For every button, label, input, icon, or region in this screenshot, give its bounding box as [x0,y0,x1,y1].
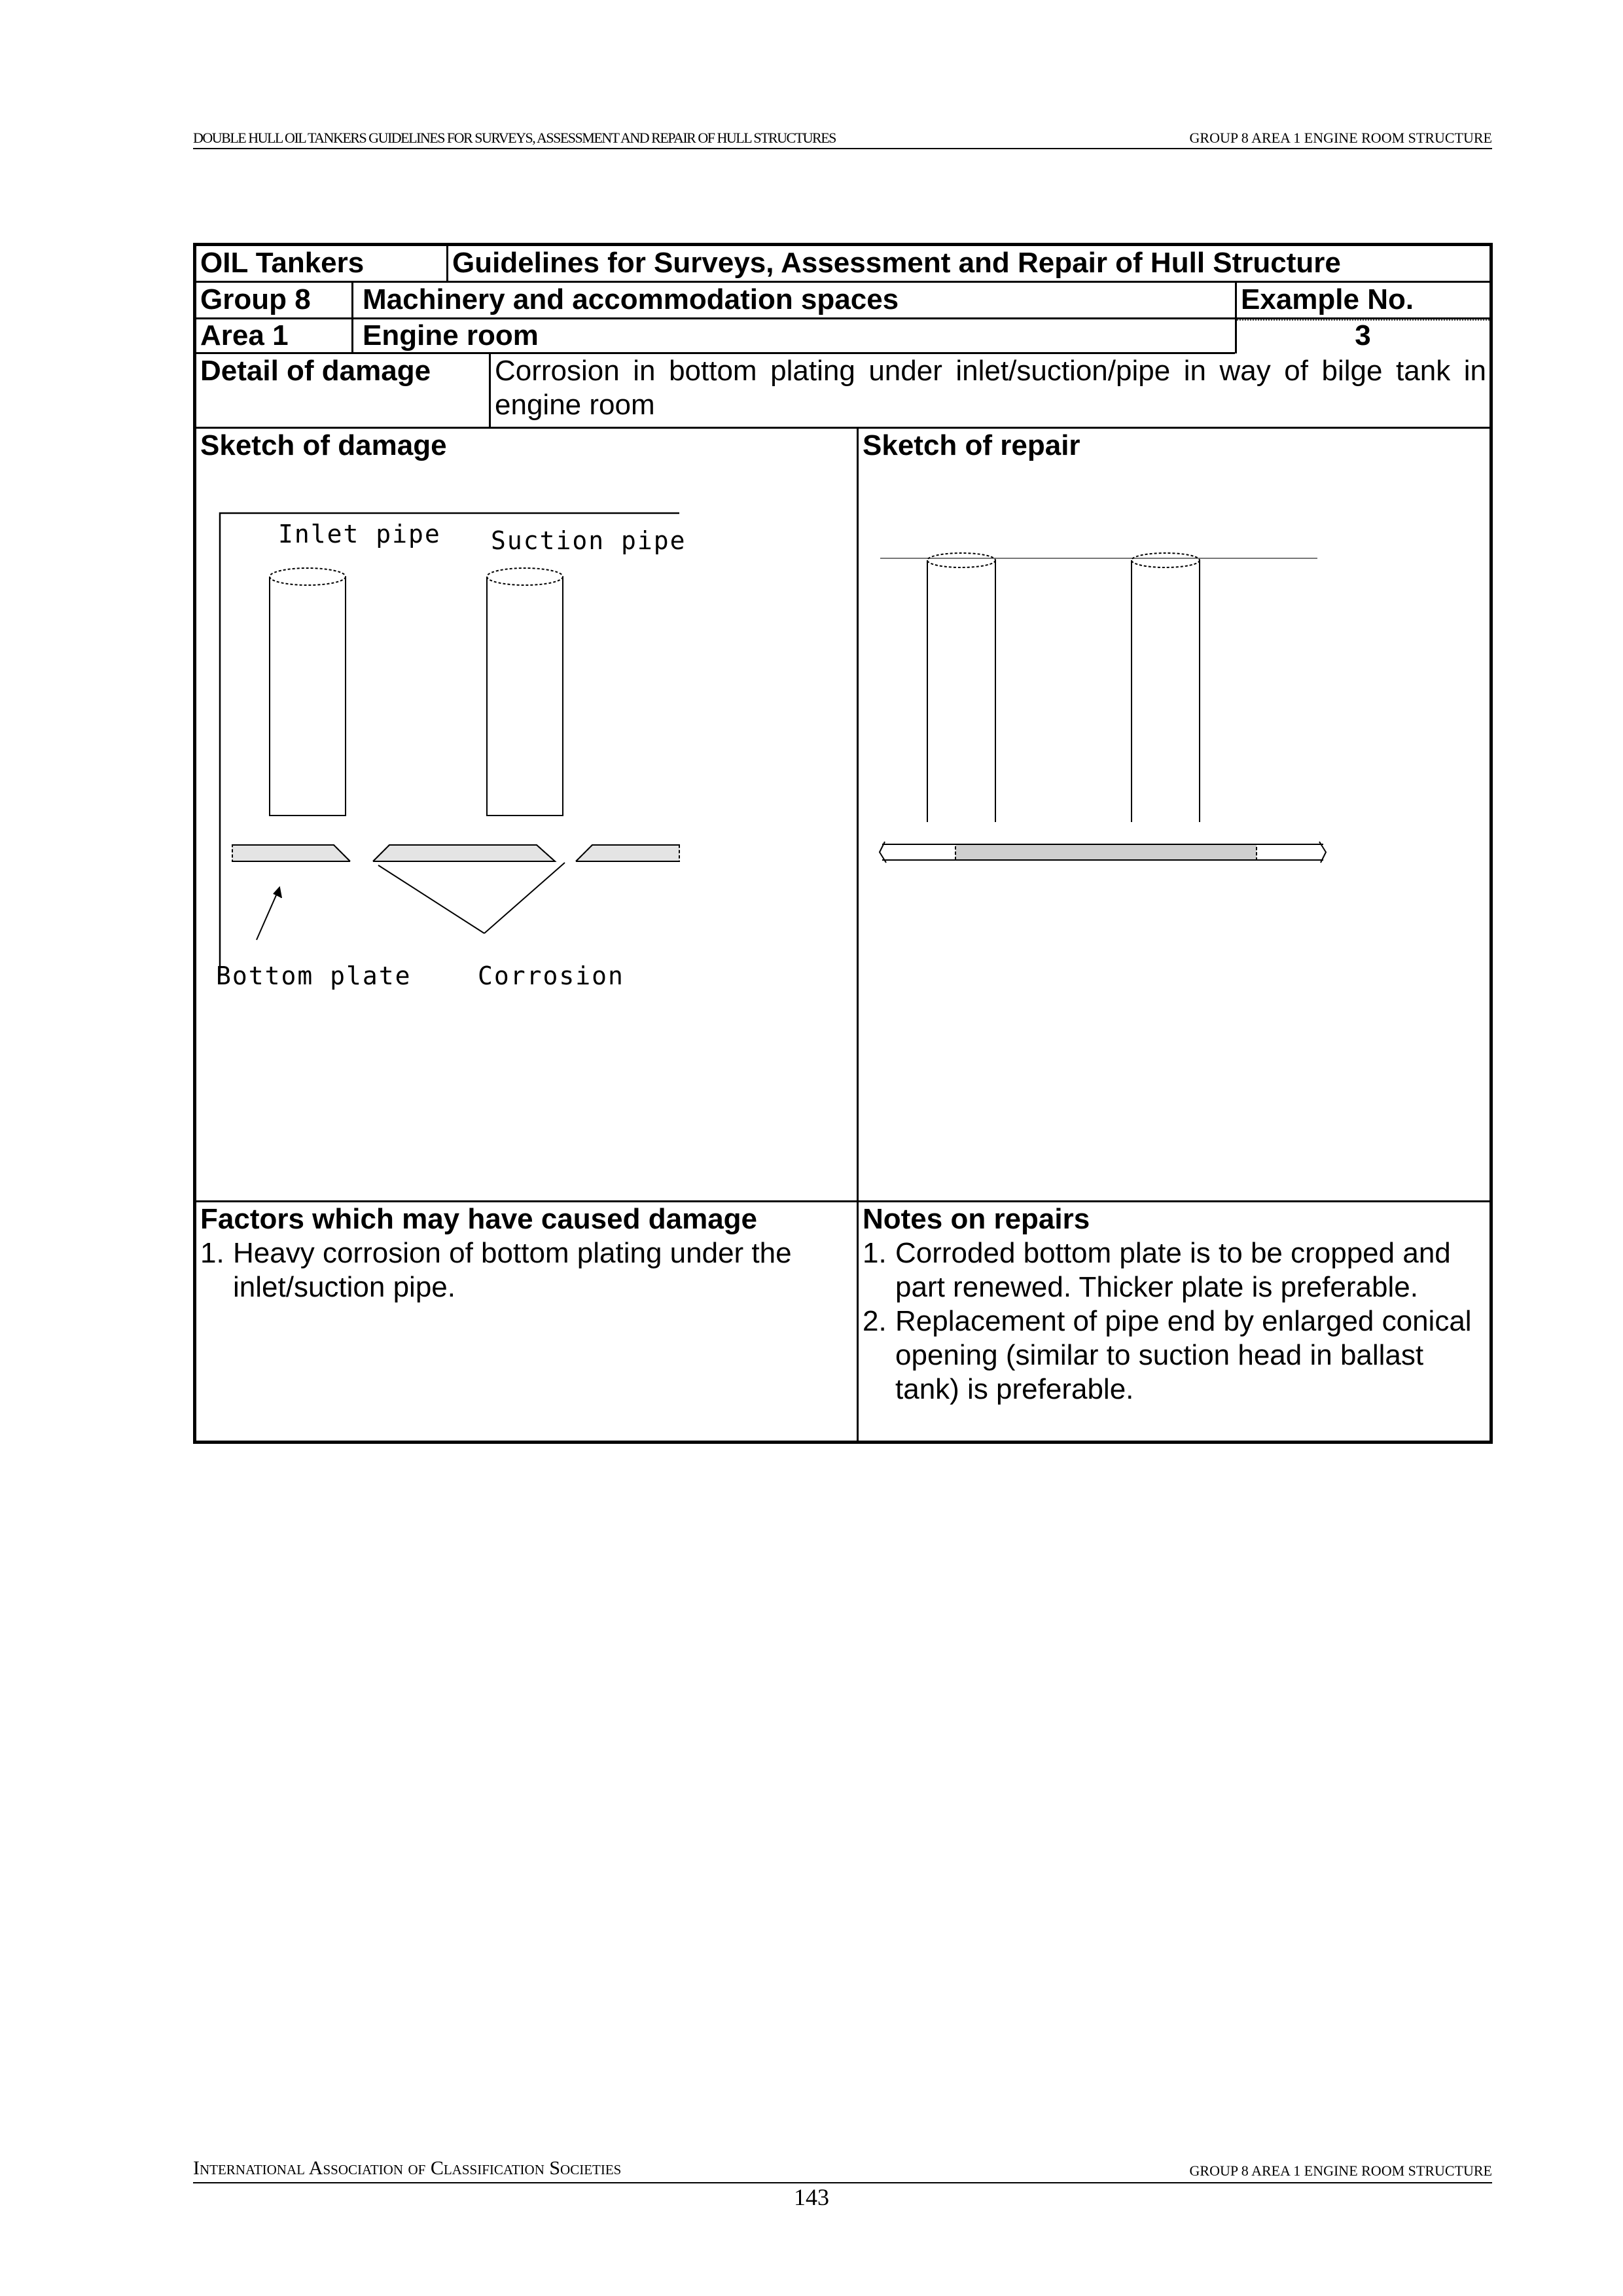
list-item: 1. Heavy corrosion of bottom plating under the inlet/suction pipe. [200,1237,792,1303]
suction-pipe-label: Suction pipe [491,526,687,555]
bottom-plate-label: Bottom plate [216,961,412,990]
renewed-plate-insert [955,844,1257,860]
area-title: Engine room [363,319,539,351]
col-divider [351,281,353,353]
group-label: Group 8 [200,283,311,315]
list-item: 2. Replacement of pipe end by enlarged conical opening (similar to suction head in ballast tank) is preferable. [863,1305,1472,1405]
list-item: 1. Corroded bottom plate is to be cropped and part renewed. Thicker plate is preferable. [863,1237,1451,1303]
detail-label: Detail of damage [200,355,431,387]
inlet-pipe-label: Inlet pipe [278,520,441,548]
repair-sketch [867,547,1325,822]
damage-sketch [216,508,687,992]
area-label: Area 1 [200,319,289,351]
inlet-pipe [270,568,346,816]
bottom-plate [232,845,679,861]
footer-organization: International Association of Classification Societies [193,2157,622,2179]
sketch-repair-label: Sketch of repair [863,429,1080,461]
example-no-label: Example No. [1241,283,1414,315]
bottom-plate-leader [257,891,278,940]
factors-list [196,1236,844,1304]
guideline-title: Guidelines for Surveys, Assessment and Repair of Hull Structure [452,247,1341,279]
running-footer [193,2157,1492,2183]
running-header-section: GROUP 8 AREA 1 ENGINE ROOM STRUCTURE [1189,130,1492,146]
group-title: Machinery and accommodation spaces [363,283,899,315]
frame-line [220,513,679,977]
repaired-suction-pipe [1132,553,1200,822]
notes-label: Notes on repairs [863,1203,1090,1235]
running-header [193,128,1492,149]
corrosion-leader [378,863,565,933]
notes-list [859,1236,1480,1407]
running-header-title: DOUBLE HULL OIL TANKERS GUIDELINES FOR SURVEYS, ASSESSMENT AND REPAIR OF HULL STRUCTURES [193,130,836,146]
sketch-damage-label: Sketch of damage [200,429,447,461]
damage-example-form [193,243,1493,1444]
renewed-bottom-plate [877,840,1329,867]
bottom-plate-arrowhead [274,888,281,898]
page-number: 143 [794,2184,829,2210]
suction-pipe [487,568,563,816]
corrosion-label: Corrosion [478,961,624,990]
footer-section: GROUP 8 AREA 1 ENGINE ROOM STRUCTURE [1189,2162,1492,2179]
factors-label: Factors which may have caused damage [200,1203,758,1235]
ship-type: OIL Tankers [200,247,365,279]
example-no-value: 3 [1355,319,1371,351]
repaired-inlet-pipe [927,553,995,822]
header-rule [193,148,1492,149]
detail-text: Corrosion in bottom plating under inlet/suction/pipe in way of bilge tank in engine room [495,355,1486,421]
